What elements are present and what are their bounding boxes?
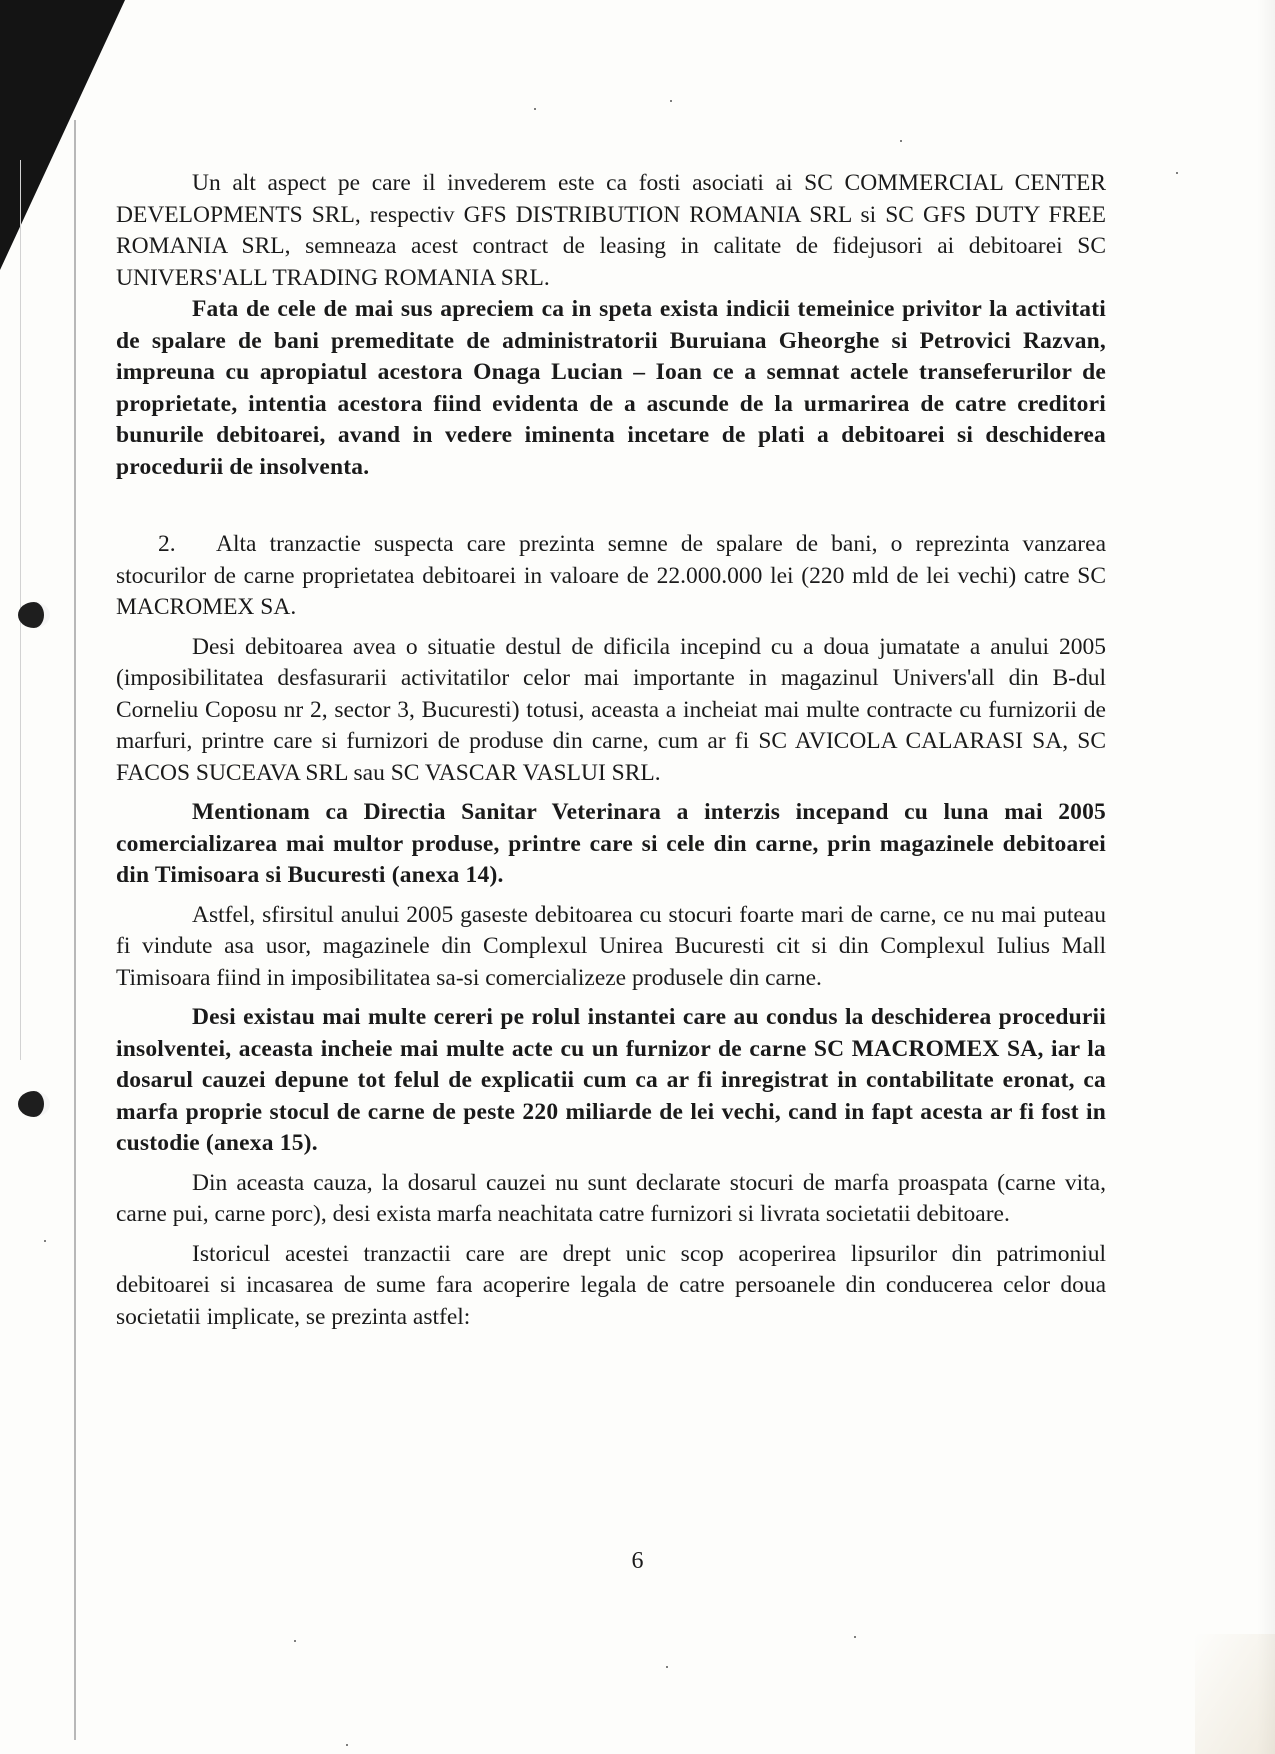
page-right-edge bbox=[1257, 0, 1275, 1754]
scan-corner-shadow bbox=[0, 0, 125, 270]
paragraph-3-text: Alta tranzactie suspecta care prezinta semne de spalare de bani, o reprezinta vanzarea stocurilor de carne proprietatea debitoarei in valoare de 22.000.000 lei (220 mld de lei vechi) catre SC MACROMEX SA. bbox=[116, 531, 1106, 620]
paragraph-8: Din aceasta cauza, la dosarul cauzei nu sunt declarate stocuri de marfa proaspata (carne vita, carne pui, carne porc), desi exista marfa neachitata catre furnizori si livrata societatii debitoare. bbox=[116, 1169, 1106, 1227]
punch-hole-icon bbox=[18, 1091, 50, 1117]
paragraph-4: Desi debitoarea avea o situatie destul de dificila incepind cu a doua jumatate a anului 2005 (imposibilitatea desfasurarii activitatilor celor mai importante in magazinul Univers'all din B-dul Corneliu Coposu nr 2, sector 3, Bucuresti) totusi, aceasta a incheiat mai multe contracte cu furnizorii de marfuri, printre care si furnizori de produse din carne, cum ar fi SC AVICOLA CALARASI SA, SC FACOS SUCEAVA SRL sau SC VASCAR VASLUI SRL. bbox=[116, 633, 1106, 786]
paragraph-6: Astfel, sfirsitul anului 2005 gaseste debitoarea cu stocuri foarte mari de carne, ce nu mai puteau fi vindute asa usor, magazinele din Complexul Unirea Bucuresti cit si din Complexul Iulius Mall Timisoara fiind in imposibilitatea sa-si comercializeze produsele din carne. bbox=[116, 901, 1106, 991]
paragraph-3-numbered bbox=[116, 529, 1106, 624]
page-edge-line bbox=[74, 120, 76, 1740]
paragraph-2-bold: Fata de cele de mai sus apreciem ca in speta exista indicii temeinice privitor la activitati de spalare de bani premeditate de administratorii Buruiana Gheorghe si Petrovici Razvan, impreuna cu apropiatul acestora Onaga Lucian – Ioan ce a semnat actele transeferurilor de proprietate, intentia acestora fiind evidenta de a ascunde de la urmarirea de catre creditori bunurile debitoarei, avand in vedere iminenta incetare de plati a debitoarei si deschiderea procedurii de insolventa. bbox=[116, 296, 1106, 480]
punch-hole-icon bbox=[18, 602, 50, 628]
paragraph-1: Un alt aspect pe care il invederem este ca fosti asociati ai SC COMMERCIAL CENTER DEVELOPMENTS SRL, respectiv GFS DISTRIBUTION ROMANIA SRL si SC GFS DUTY FREE ROMANIA SRL, semneaza acest contract de leasing in calitate de fidejusori ai debitoarei SC UNIVERS'ALL TRADING ROMANIA SRL. bbox=[116, 170, 1106, 291]
paragraph-5-bold: Mentionam ca Directia Sanitar Veterinara a interzis incepand cu luna mai 2005 comercializarea mai multor produse, printre care si cele din carne, prin magazinele debitoarei din Timisoara si Bucuresti (anexa 14). bbox=[116, 799, 1106, 888]
page-number: 6 bbox=[631, 1548, 644, 1574]
page-corner-shade bbox=[1195, 1634, 1275, 1754]
paragraph-7-bold: Desi existau mai multe cereri pe rolul instantei care au condus la deschiderea procedurii insolventei, aceasta incheie mai multe acte cu un furnizor de carne SC MACROMEX SA, iar la dosarul cauzei depune tot felul de explicatii cum ca ar fi inregistrat in contabilitate eronat, ca marfa proprie stocul de carne de peste 220 miliarde de lei vechi, cand in fapt acesta ar fi fost in custodie (anexa 15). bbox=[116, 1004, 1106, 1156]
paragraph-9: Istoricul acestei tranzactii care are drept unic scop acoperirea lipsurilor din patrimoniul debitoarei si incasarea de sume fara acoperire legala de catre persoanele din conducerea celor doua societatii implicate, se prezinta astfel: bbox=[116, 1240, 1106, 1330]
document-body bbox=[116, 168, 1106, 1333]
list-number: 2. bbox=[158, 531, 176, 557]
